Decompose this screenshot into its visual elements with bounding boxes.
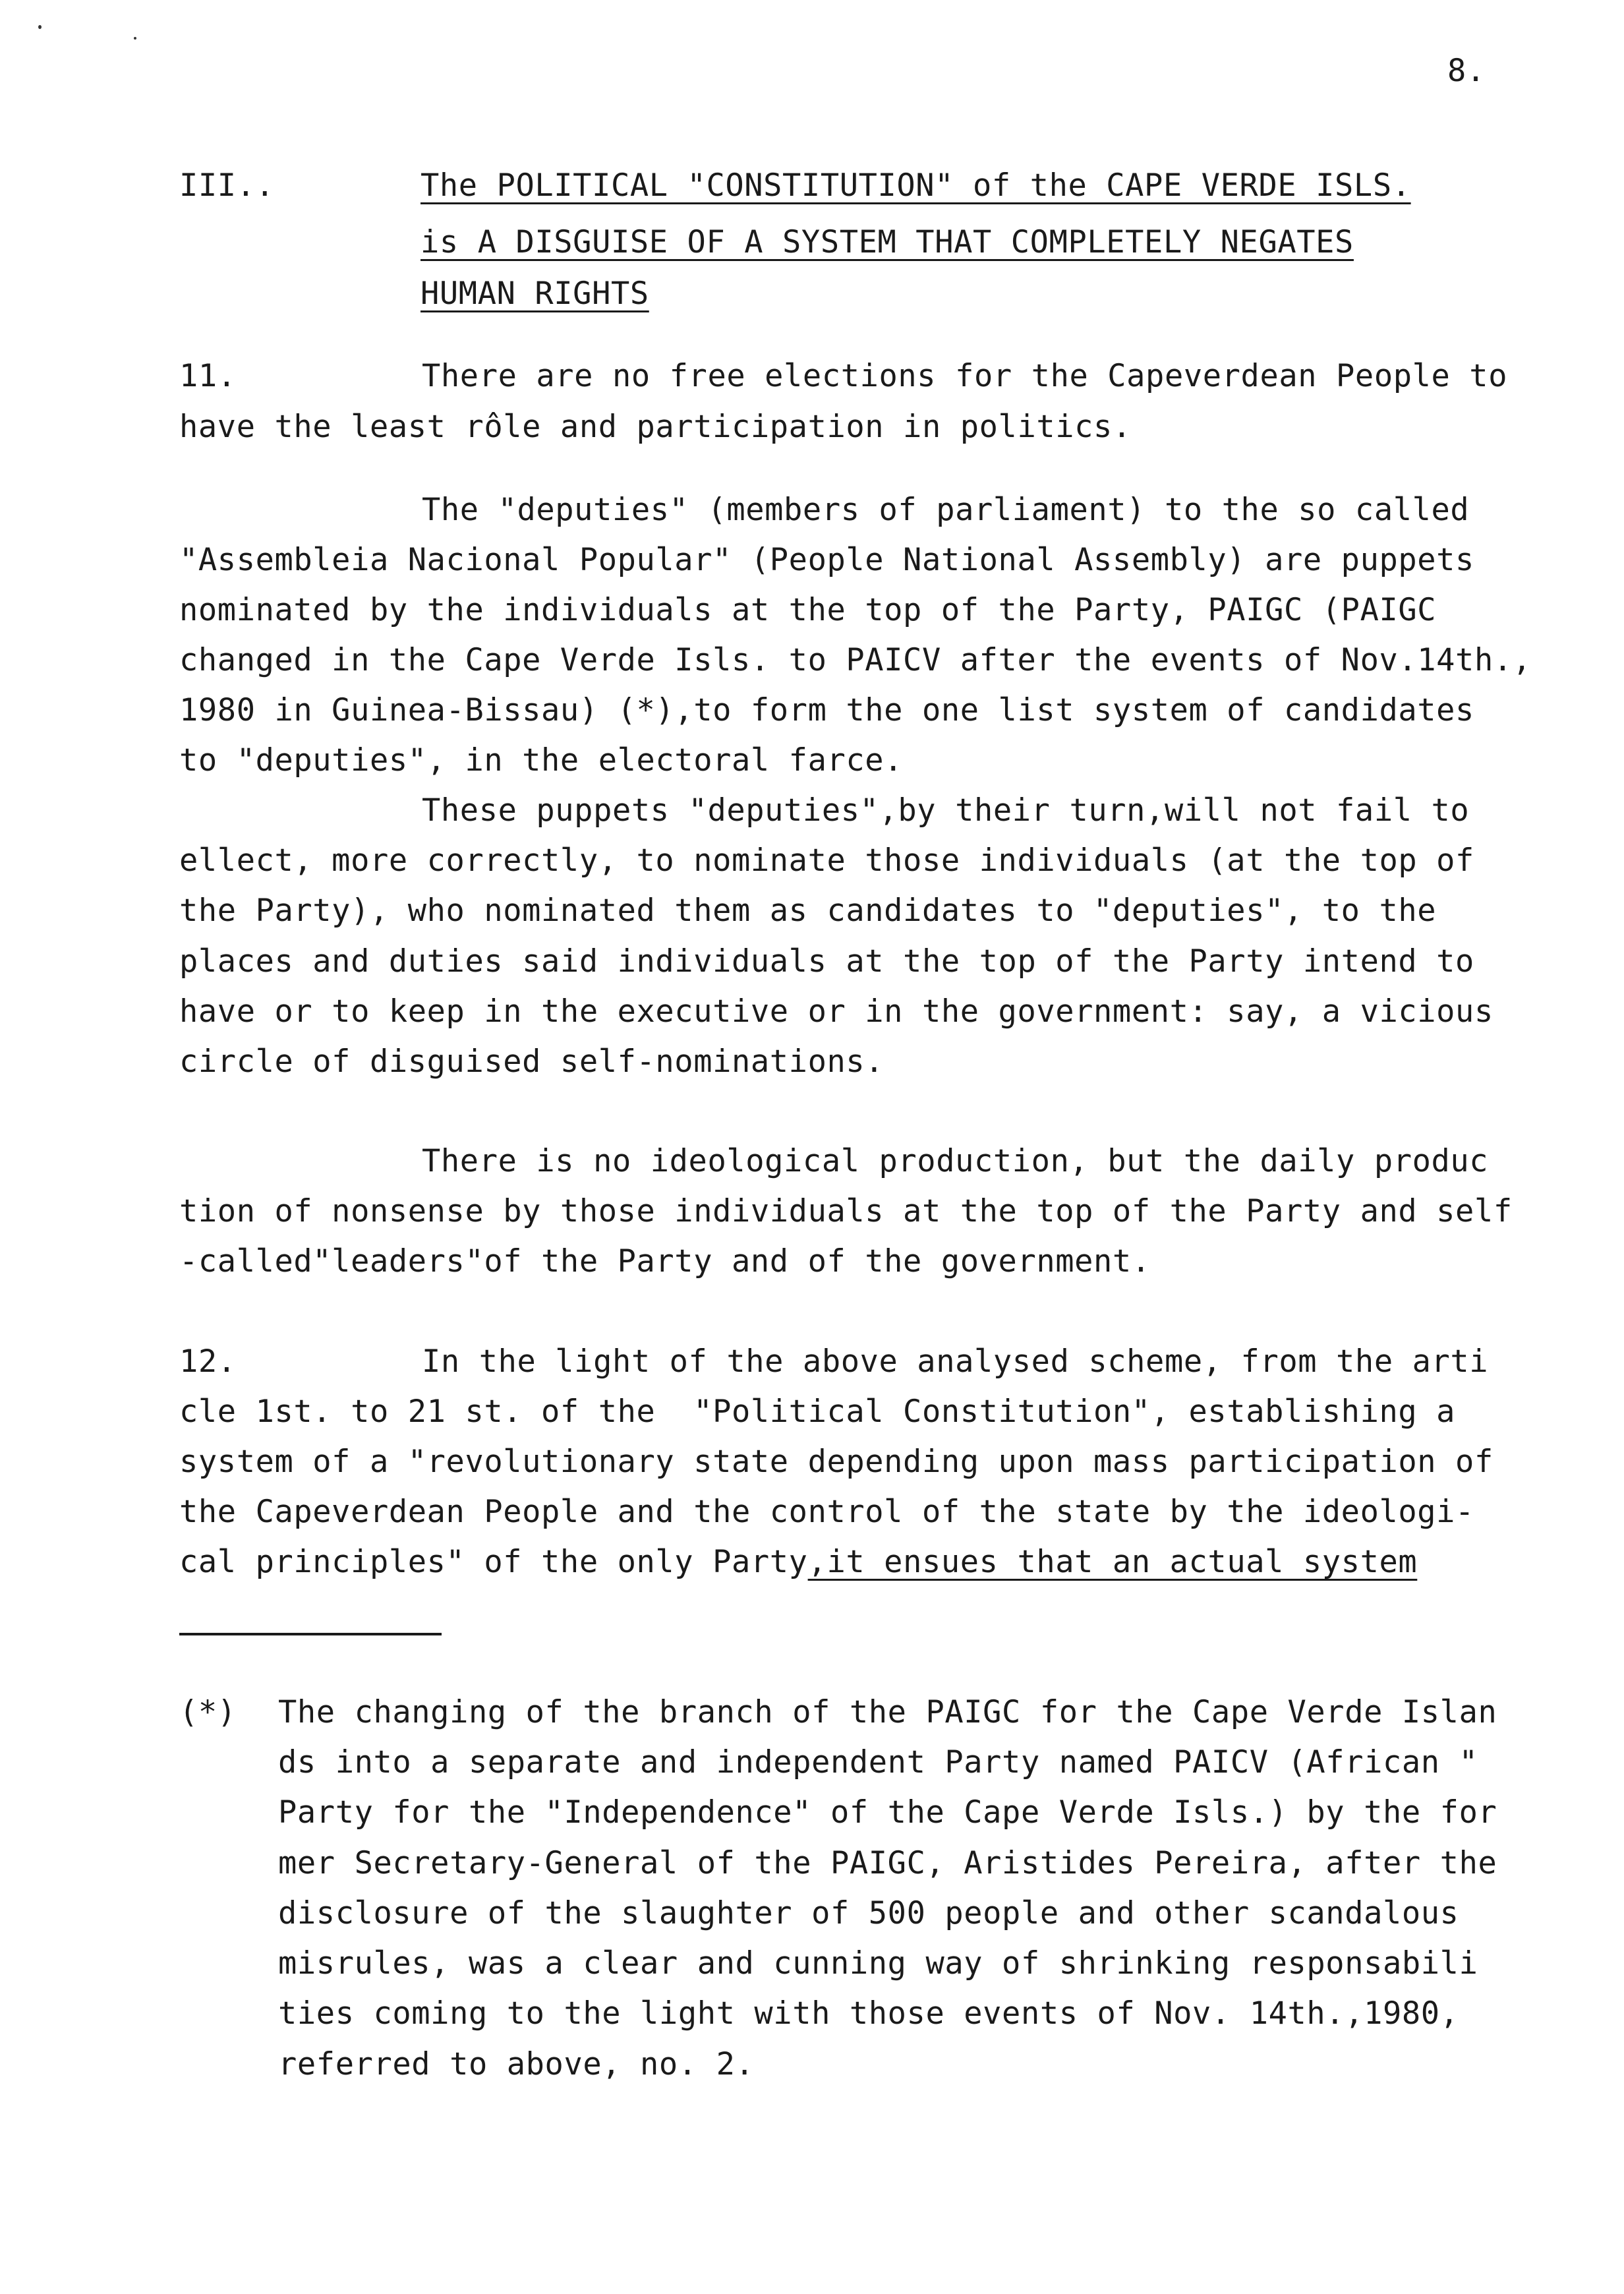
footnote-line: Party for the "Independence" of the Cape Verde Isls.) by the for (278, 1794, 1497, 1831)
para-11-line: "Assembleia Nacional Popular" (People National Assembly) are puppets (179, 542, 1474, 578)
para-11-line: the Party), who nominated them as candidates to "deputies", to the (179, 893, 1437, 929)
para-12-underlined-tail: ,it ensues that an actual system (807, 1544, 1418, 1580)
para-12-line: cle 1st. to 21 st. of the "Political Constitution", establishing a (179, 1394, 1456, 1430)
footnote-line: ds into a separate and independent Party named PAICV (African " (278, 1744, 1478, 1780)
para-11-line: There is no ideological production, but the daily produc (422, 1143, 1489, 1179)
para-11-line: There are no free elections for the Capeverdean People to (422, 358, 1508, 394)
page-number: 8. (1447, 53, 1486, 89)
footnote-line: misrules, was a clear and cunning way of shrinking responsabili (278, 1945, 1478, 1982)
para-12-line: In the light of the above analysed scheme, from the arti (422, 1343, 1489, 1380)
para-11-line: tion of nonsense by those individuals at the top of the Party and self (179, 1193, 1513, 1229)
para-12-line-text: cal principles" of the only Party (179, 1544, 808, 1580)
para-11-line: have or to keep in the executive or in the government: say, a vicious (179, 993, 1494, 1030)
section-number: III.. (179, 167, 275, 204)
para-12-line-last (179, 1543, 1417, 1582)
para-11-line: circle of disguised self-nominations. (179, 1044, 884, 1080)
para-12-line: system of a "revolutionary state depending upon mass participation of (179, 1444, 1494, 1480)
para-11-line: The "deputies" (members of parliament) to the so called (422, 492, 1470, 528)
para-11-line: 1980 in Guinea-Bissau) (*),to form the one list system of candidates (179, 692, 1474, 728)
para-11-line: These puppets "deputies",by their turn,will not fail to (422, 792, 1470, 829)
para-11-line: to "deputies", in the electoral farce. (179, 742, 904, 779)
para-11-line: have the least rôle and participation in politics. (179, 409, 1132, 445)
footnote-line: referred to above, no. 2. (278, 2046, 755, 2082)
para-12-line: the Capeverdean People and the control of the state by the ideologi- (179, 1494, 1474, 1530)
para-11-number: 11. (179, 358, 237, 394)
footnote-line: disclosure of the slaughter of 500 people and other scandalous (278, 1895, 1459, 1931)
para-11-line: places and duties said individuals at the top of the Party intend to (179, 943, 1474, 980)
footnote-line: The changing of the branch of the PAIGC for the Cape Verde Islan (278, 1694, 1497, 1730)
footnote-line: ties coming to the light with those events of Nov. 14th.,1980, (278, 1995, 1459, 2032)
section-heading-line-2: is A DISGUISE OF A SYSTEM THAT COMPLETELY NEGATES (420, 224, 1354, 260)
section-heading-line-1: The POLITICAL "CONSTITUTION" of the CAPE VERDE ISLS. (420, 167, 1411, 204)
footnote-marker: (*) (179, 1694, 237, 1730)
para-11-line: -called"leaders"of the Party and of the government. (179, 1243, 1151, 1279)
scan-speck (134, 37, 136, 40)
section-heading-line-3: HUMAN RIGHTS (420, 276, 649, 312)
para-11-line: ellect, more correctly, to nominate those individuals (at the top of (179, 842, 1474, 879)
para-11-line: changed in the Cape Verde Isls. to PAICV after the events of Nov.14th., (179, 642, 1532, 678)
footnote-separator (179, 1633, 442, 1635)
para-11-line: nominated by the individuals at the top of the Party, PAIGC (PAIGC (179, 592, 1437, 628)
scan-speck (38, 25, 42, 29)
footnote-line: mer Secretary-General of the PAIGC, Aristides Pereira, after the (278, 1845, 1497, 1881)
para-12-number: 12. (179, 1343, 237, 1380)
